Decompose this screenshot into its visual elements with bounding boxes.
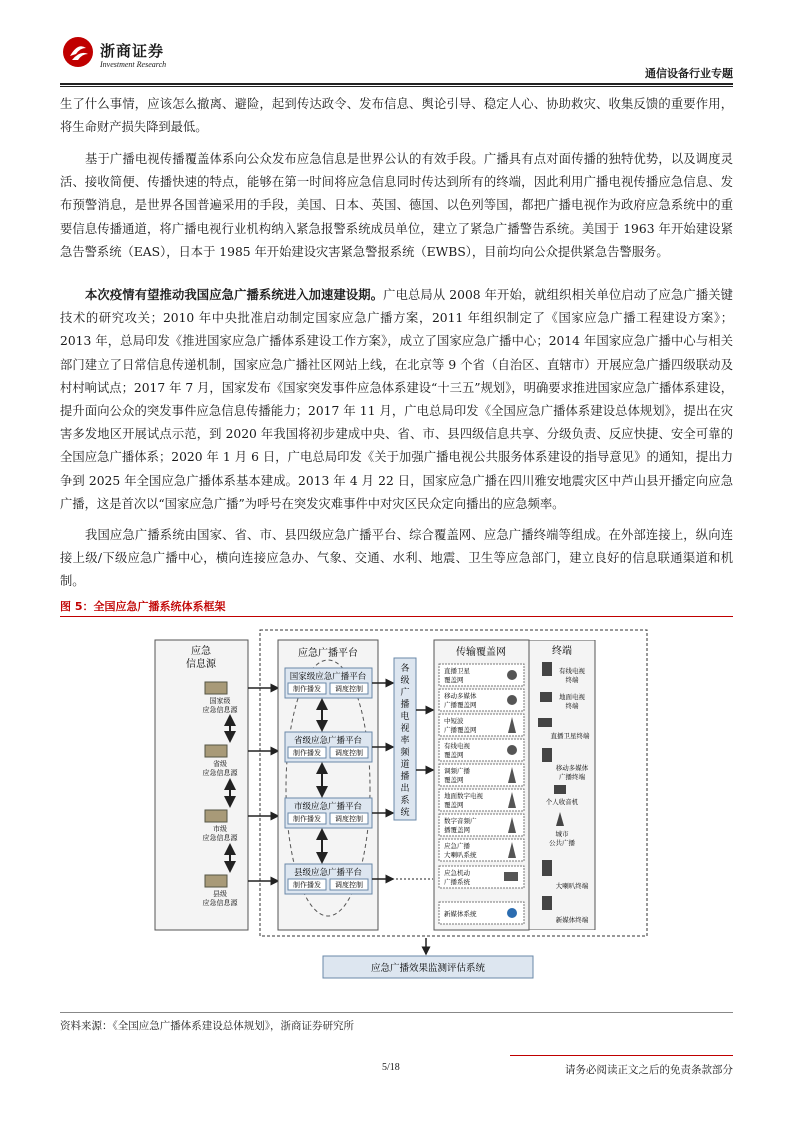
svg-text:覆盖网: 覆盖网 <box>444 801 464 809</box>
paragraph-4-text: 我国应急广播系统由国家、省、市、县四级应急广播平台、综合覆盖网、应急广播终端等组成。在外部连接上，纵向连接上级/下级应急广播中心，横向连接应急办、气象、交通、水利、地震、卫生等应急部门，建立良好的信息联通渠道和机制。 <box>60 528 733 589</box>
svg-text:地面电视: 地面电视 <box>559 693 585 701</box>
svg-text:应急信息源: 应急信息源 <box>202 769 238 777</box>
header-rule <box>60 83 733 85</box>
svg-text:调度控制: 调度控制 <box>335 881 363 889</box>
svg-text:应急信息源: 应急信息源 <box>202 706 238 714</box>
platform-level-2 <box>285 732 372 762</box>
network-title: 传输覆盖网 <box>456 647 506 658</box>
monitoring-section <box>60 930 733 990</box>
network-item-4 <box>439 739 524 761</box>
svg-text:覆盖网: 覆盖网 <box>444 676 464 684</box>
platform-level-1 <box>285 668 372 698</box>
svg-text:移动多媒体: 移动多媒体 <box>444 692 477 700</box>
svg-text:系: 系 <box>400 796 410 806</box>
page-number: 5/18 <box>382 1062 400 1073</box>
svg-text:广播系统: 广播系统 <box>444 878 470 886</box>
svg-text:调度控制: 调度控制 <box>335 685 363 693</box>
platform-level-3 <box>285 798 372 828</box>
network-item-5 <box>439 764 524 786</box>
platform-level-4 <box>285 864 372 894</box>
svg-text:制作播发: 制作播发 <box>293 815 321 823</box>
logo-icon <box>62 36 94 68</box>
paragraph-2 <box>60 148 733 264</box>
svg-text:市级应急广播平台: 市级应急广播平台 <box>293 802 363 812</box>
header-rule-thin <box>60 86 733 87</box>
svg-text:新媒体系统: 新媒体系统 <box>444 910 477 918</box>
svg-text:直播卫星: 直播卫星 <box>444 667 470 675</box>
figure-source: 资料来源：《全国应急广播体系建设总体规划》，浙商证券研究所 <box>60 1020 354 1032</box>
svg-text:制作播发: 制作播发 <box>293 685 321 693</box>
platform-title: 应急广播平台 <box>298 648 358 659</box>
svg-text:广: 广 <box>400 688 410 698</box>
svg-text:视: 视 <box>400 724 410 734</box>
network-item-6 <box>439 789 524 811</box>
svg-text:广播覆盖网: 广播覆盖网 <box>444 701 477 709</box>
paragraph-1 <box>60 93 733 139</box>
svg-text:制作播发: 制作播发 <box>293 749 321 757</box>
svg-text:省级: 省级 <box>213 760 227 768</box>
svg-text:市级: 市级 <box>213 825 227 833</box>
svg-text:县级: 县级 <box>213 890 227 898</box>
svg-text:频: 频 <box>400 748 410 758</box>
footer-rule <box>510 1055 733 1056</box>
svg-text:应急广播: 应急广播 <box>444 842 470 850</box>
svg-text:制作播发: 制作播发 <box>293 881 321 889</box>
svg-text:地面数字电视: 地面数字电视 <box>444 792 483 800</box>
network-item-7 <box>439 814 524 836</box>
paragraph-3 <box>60 283 733 516</box>
svg-text:出: 出 <box>400 784 410 794</box>
svg-text:率: 率 <box>400 736 410 746</box>
svg-text:省级应急广播平台: 省级应急广播平台 <box>293 736 363 746</box>
svg-text:统: 统 <box>400 808 410 818</box>
network-item-1 <box>439 664 524 686</box>
brand-name: 浙商证券 <box>100 42 165 60</box>
terminal-column-panel <box>528 640 598 930</box>
svg-text:覆盖网: 覆盖网 <box>444 776 464 784</box>
network-item-9 <box>439 866 524 888</box>
svg-text:覆盖网: 覆盖网 <box>444 751 464 759</box>
svg-text:终端: 终端 <box>565 702 579 710</box>
svg-text:调度控制: 调度控制 <box>335 749 363 757</box>
svg-text:终端: 终端 <box>565 676 579 684</box>
svg-text:播: 播 <box>400 772 410 782</box>
svg-text:移动多媒体: 移动多媒体 <box>555 764 589 772</box>
report-title: 通信设备行业专题 <box>645 67 733 80</box>
network-item-2 <box>439 689 524 711</box>
network-items <box>439 664 524 924</box>
svg-text:个人收音机: 个人收音机 <box>545 798 579 806</box>
paragraph-3-lead: 本次疫情有望推动我国应急广播系统进入加速建设期。 <box>85 287 384 302</box>
svg-text:新媒体终端: 新媒体终端 <box>555 916 589 924</box>
paragraph-3-text: 广电总局从 2008 年开始，就组织相关单位启动了应急广播关键技术的研究攻关；2010 年中央批准启动制定国家应急广播方案，2011 年组织制定了《国家应急广播工程建设方案》；2013 年，总局印发《推进国家应急广播体系建设工作方案》，成立了国家应急广播中心；2014 年国家应急广播中心与相关部门建立了日常信息传递机制，国家应急广播社区网站上线，在北京等 9 个省（自治区、直辖市）开展应急广播四级联动及村村响试点；2017 年 7 月，国家发布《国家突发事件应急体系建设“十三五”规划》，明确要求推进国家应急广播体系建设，提升面向公众的突发事件应急信息传播能力；2017 年 11 月，广电总局印发《全国应急广播体系建设总体规划》，提出在灾害多发地区开展试点示范，到 2020 年我国将初步建成中央、省、市、县四级信息共享、分级负责、反应快捷、安全可靠的全国应急广播体系；2020 年 1 月 6 日，广电总局印发《关于加强广播电视公共服务体系建设的指导意见》的通知，提出力争到 2025 年全国应急广播体系基本建成。2013 年 4 月 22 日，国家应急广播在四川雅安地震灾区中芦山县开播定向应急广播，这是首次以“国家应急广播”为呼号在突发灾难事件中对灾区民众定向播出的应急频率。 <box>60 288 733 511</box>
terminal-title: 终端 <box>552 646 572 657</box>
svg-text:国家级应急广播平台: 国家级应急广播平台 <box>289 672 367 682</box>
source-title-1: 应急 <box>191 646 211 657</box>
svg-text:道: 道 <box>400 760 410 770</box>
monitoring-label: 应急广播效果监测评估系统 <box>370 963 486 974</box>
svg-text:应急信息源: 应急信息源 <box>202 834 238 842</box>
svg-text:公共广播: 公共广播 <box>549 839 575 847</box>
svg-text:播覆盖网: 播覆盖网 <box>444 826 470 834</box>
source-column <box>155 640 248 930</box>
paragraph-4 <box>60 524 733 594</box>
network-item-10 <box>439 902 524 924</box>
figure-rule-bottom <box>60 1012 733 1013</box>
svg-text:国家级: 国家级 <box>209 697 231 705</box>
svg-text:电: 电 <box>400 712 410 722</box>
svg-text:数字音频广: 数字音频广 <box>444 817 477 825</box>
svg-text:城市: 城市 <box>555 830 569 838</box>
svg-text:大喇叭终端: 大喇叭终端 <box>555 882 589 890</box>
footer-disclaimer: 请务必阅读正文之后的免责条款部分 <box>565 1064 733 1076</box>
svg-text:广播终端: 广播终端 <box>559 773 585 781</box>
svg-text:调频广播: 调频广播 <box>444 767 470 775</box>
network-item-8 <box>439 839 524 861</box>
svg-text:直播卫星终端: 直播卫星终端 <box>550 732 590 740</box>
svg-text:调度控制: 调度控制 <box>335 815 363 823</box>
svg-text:中短波: 中短波 <box>444 717 464 725</box>
paragraph-1-text: 生了什么事情，应该怎么撤离、避险，起到传达政令、发布信息、舆论引导、稳定人心、协助救灾、收集反馈的重要作用，将生命财产损失降到最低。 <box>60 97 733 135</box>
source-title-2: 信息源 <box>186 659 216 670</box>
svg-text:级: 级 <box>400 676 410 686</box>
svg-text:应急机动: 应急机动 <box>444 869 470 877</box>
svg-text:大喇叭系统: 大喇叭系统 <box>444 851 477 859</box>
svg-text:应急信息源: 应急信息源 <box>202 899 238 907</box>
figure-rule-top <box>60 616 733 617</box>
brand-name-en: Investment Research <box>100 60 167 69</box>
svg-text:播: 播 <box>400 700 410 710</box>
svg-text:县级应急广播平台: 县级应急广播平台 <box>293 868 363 878</box>
svg-text:有线电视: 有线电视 <box>559 667 585 675</box>
network-item-3 <box>439 714 524 736</box>
svg-text:广播覆盖网: 广播覆盖网 <box>444 726 477 734</box>
paragraph-2-text: 基于广播电视传播覆盖体系向公众发布应急信息是世界公认的有效手段。广播具有点对面传播的独特优势，以及调度灵活、接收简便、传播快速的特点，能够在第一时间将应急信息同时传达到所有的终端，因此利用广播电视传播应急信息、发布预警消息，是世界各国普遍采用的手段，美国、日本、英国、德国、以色列等国，都把广播电视作为政府应急系统中的重要信息传播通道，将广播电视行业机构纳入紧急报警系统成员单位，建立了紧急广播警告系统。美国于 1963 年开始建设紧急告警系统（EAS），日本于 1985 年开始建设灾害紧急警报系统（EWBS），目前均向公众提供紧急告警服务。 <box>60 152 733 259</box>
svg-text:有线电视: 有线电视 <box>444 742 470 750</box>
svg-text:各: 各 <box>400 664 410 674</box>
figure-title: 图 5：全国应急广播系统体系框架 <box>60 600 226 613</box>
